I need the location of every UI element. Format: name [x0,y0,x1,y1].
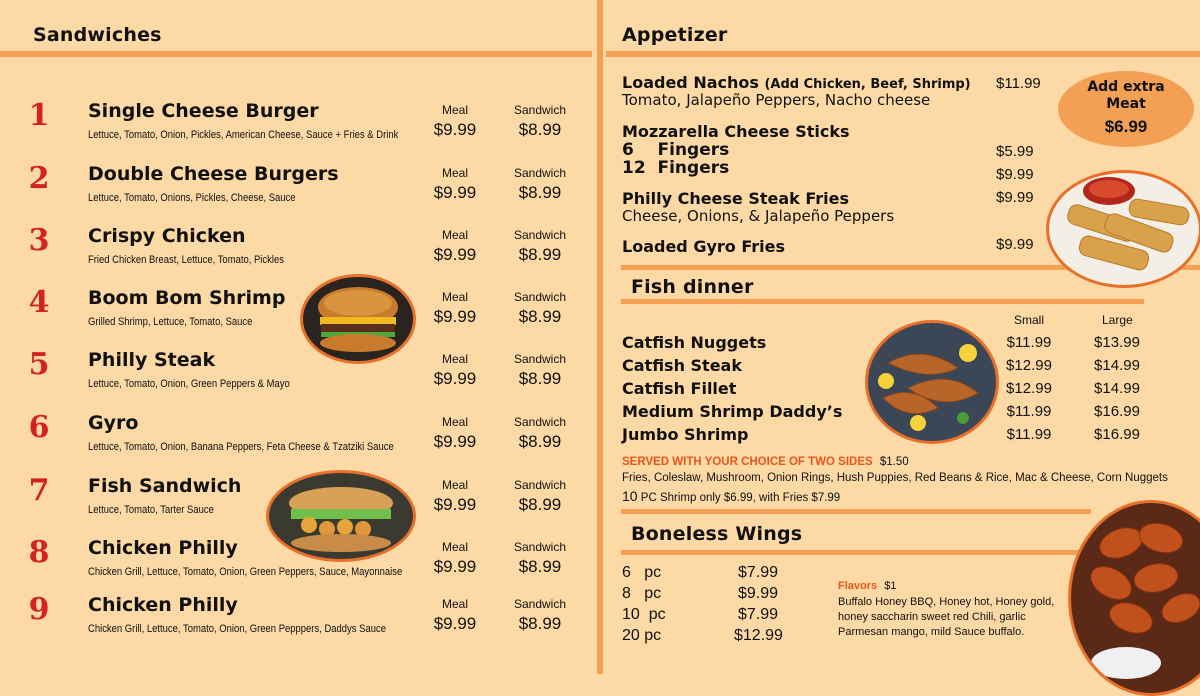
meal-label: Meal [441,103,468,117]
sandwich-item [0,345,595,403]
sides-list: Fries, Coleslaw, Mushroom, Onion Rings, Hush Puppies, Red Beans & Rice, Mac & Cheese, Corn Nuggets [622,472,1168,484]
item-description: Grilled Shrimp, Lettuce, Tomato, Sauce [88,316,253,328]
meal-label: Meal [441,352,468,366]
fish-large-price: $14.99 [1094,380,1140,397]
fish-dinner-title: Fish dinner [631,276,754,298]
sandwich-price: $8.99 [518,495,562,514]
meal-price: $9.99 [433,432,477,451]
wings-qty: 6 pc [622,564,662,581]
flavors-line: honey saccharin sweet red Chili, garlic [838,611,1026,623]
item-name: Boom Bom Shrimp [88,287,286,309]
item-name: Crispy Chicken [88,225,246,247]
item-number: 1 [28,98,50,133]
sandwich-label: Sandwich [513,103,567,117]
boneless-wings-title: Boneless Wings [631,523,803,545]
sandwich-label: Sandwich [513,166,567,180]
meal-label: Meal [441,290,468,304]
item-description: Chicken Grill, Lettuce, Tomato, Onion, Green Pepppers, Daddys Sauce [88,623,386,635]
item-number: 4 [28,285,50,320]
fish-large-price: $16.99 [1094,403,1140,420]
sandwich-label: Sandwich [513,597,567,611]
sandwich-price: $8.99 [518,120,562,139]
sandwich-price: $8.99 [518,432,562,451]
appetizer-title: Appetizer [622,24,728,46]
sandwich-item [0,221,595,279]
sandwich-price: $8.99 [518,307,562,326]
gyro-fries-price: $9.99 [996,236,1034,253]
extra-meat-price: $6.99 [1104,117,1148,136]
sandwich-item [0,96,595,154]
nachos-note: (Add Chicken, Beef, Shrimp) [764,77,971,92]
nachos-description: Tomato, Jalapeño Peppers, Nacho cheese [622,91,931,109]
item-number: 5 [28,347,50,382]
fish-large-header: Large [1102,313,1133,327]
meal-price: $9.99 [433,307,477,326]
wings-price: $7.99 [738,564,779,581]
item-number: 9 [28,592,50,627]
item-number: 6 [28,410,50,445]
item-number: 8 [28,535,50,570]
item-description: Fried Chicken Breast, Lettuce, Tomato, Pickles [88,254,284,266]
fish-item-name: Catfish Steak [622,356,742,375]
flavors-line: Parmesan mango, mild Sauce buffalo. [838,626,1025,638]
sides-label: SERVED WITH YOUR CHOICE OF TWO SIDES [622,456,873,468]
gyro-fries-name: Loaded Gyro Fries [622,237,785,256]
meal-price: $9.99 [433,614,477,633]
item-name: Gyro [88,412,139,434]
sandwich-label: Sandwich [513,352,567,366]
sandwich-label: Sandwich [513,540,567,554]
meal-price: $9.99 [433,120,477,139]
top-left-divider [0,51,592,57]
wings-photo [1068,500,1200,696]
meal-price: $9.99 [433,183,477,202]
meal-label: Meal [441,228,468,242]
item-name: Double Cheese Burgers [88,163,339,185]
flavors-label: Flavors [838,580,878,592]
sandwich-label: Sandwich [513,415,567,429]
item-description: Lettuce, Tomato, Onions, Pickles, Cheese, Sauce [88,192,296,204]
item-number: 3 [28,223,50,258]
sandwich-item [0,283,595,341]
item-description: Lettuce, Tomato, Onion, Green Peppers & Mayo [88,378,290,390]
sandwich-price: $8.99 [518,369,562,388]
item-description: Lettuce, Tomato, Onion, Banana Peppers, Feta Cheese & Tzatziki Sauce [88,441,394,453]
flavors-header [838,580,896,592]
item-number: 7 [28,473,50,508]
sandwich-price: $8.99 [518,183,562,202]
fish-small-header: Small [1014,313,1045,327]
mozzarella-sticks-photo [1046,170,1200,288]
meal-label: Meal [441,166,468,180]
item-name: Single Cheese Burger [88,100,319,122]
fish-sandwich-photo [266,470,416,562]
meal-label: Meal [441,597,468,611]
fish-large-price: $13.99 [1094,334,1140,351]
mozz-12-price: $9.99 [996,166,1034,183]
wings-qty: 20 pc [622,627,662,644]
sandwich-label: Sandwich [513,290,567,304]
philly-fries-name: Philly Cheese Steak Fries [622,189,850,208]
flavors-line: Buffalo Honey BBQ, Honey hot, Honey gold, [838,596,1055,608]
fish-small-price: $11.99 [1006,334,1052,351]
sandwich-item [0,408,595,466]
flavors-price: $1 [884,580,897,592]
fish-large-price: $16.99 [1094,426,1140,443]
meal-price: $9.99 [433,495,477,514]
mozz-12-fingers: 12 Fingers [622,158,730,178]
sides-price: $1.50 [879,456,909,468]
shrimp-special [622,488,840,504]
item-name: Chicken Philly [88,594,238,616]
meal-label: Meal [441,540,468,554]
fish-item-name: Catfish Fillet [622,379,737,398]
meal-label: Meal [441,415,468,429]
shrimp-special-text: PC Shrimp only $6.99, with Fries $7.99 [640,492,841,504]
meal-price: $9.99 [433,369,477,388]
sandwich-item [0,159,595,217]
extra-meat-label: Add extra Meat [1087,79,1165,112]
item-name: Fish Sandwich [88,475,242,497]
wings-title-divider [621,550,1091,555]
philly-fries-price: $9.99 [996,189,1034,206]
fish-small-price: $11.99 [1006,403,1052,420]
sandwich-item [0,590,595,648]
nachos-name: Loaded Nachos (Add Chicken, Beef, Shrimp) [622,73,971,92]
mozz-6-fingers: 6 Fingers [622,140,730,160]
sandwich-label: Sandwich [513,228,567,242]
item-description: Lettuce, Tomato, Tarter Sauce [88,504,214,516]
fish-small-price: $12.99 [1006,380,1052,397]
item-name: Philly Steak [88,349,216,371]
wings-qty: 8 pc [622,585,662,602]
item-description: Lettuce, Tomato, Onion, Pickles, American Cheese, Sauce + Fries & Drink [88,129,399,141]
sandwich-price: $8.99 [518,557,562,576]
item-name: Chicken Philly [88,537,238,559]
mozz-name: Mozzarella Cheese Sticks [622,122,850,141]
extra-meat-badge [1058,71,1194,147]
sandwiches-title: Sandwiches [33,24,162,46]
sides-line [622,456,909,468]
mozz-6-price: $5.99 [996,143,1034,160]
item-description: Chicken Grill, Lettuce, Tomato, Onion, Green Peppers, Sauce, Mayonnaise [88,566,403,578]
fish-large-price: $14.99 [1094,357,1140,374]
sandwich-price: $8.99 [518,614,562,633]
item-number: 2 [28,161,50,196]
center-divider [597,0,603,674]
catfish-photo [865,320,999,444]
meal-price: $9.99 [433,557,477,576]
wings-qty: 10 pc [622,606,666,623]
nachos-price: $11.99 [996,75,1041,92]
fish-title-divider [621,299,1144,304]
fish-item-name: Catfish Nuggets [622,333,767,352]
sandwich-label: Sandwich [513,478,567,492]
wings-top-divider [621,509,1091,514]
shrimp-special-num: 10 [622,488,638,504]
wings-price: $9.99 [738,585,779,602]
wings-price: $12.99 [734,627,783,644]
meal-price: $9.99 [433,245,477,264]
fish-item-name: Jumbo Shrimp [622,425,749,444]
sandwich-price: $8.99 [518,245,562,264]
top-right-divider [606,51,1200,57]
meal-label: Meal [441,478,468,492]
burger-photo [300,274,416,364]
philly-fries-description: Cheese, Onions, & Jalapeño Peppers [622,207,895,225]
wings-price: $7.99 [738,606,779,623]
fish-small-price: $11.99 [1006,426,1052,443]
fish-small-price: $12.99 [1006,357,1052,374]
fish-item-name: Medium Shrimp Daddy’s [622,402,843,421]
